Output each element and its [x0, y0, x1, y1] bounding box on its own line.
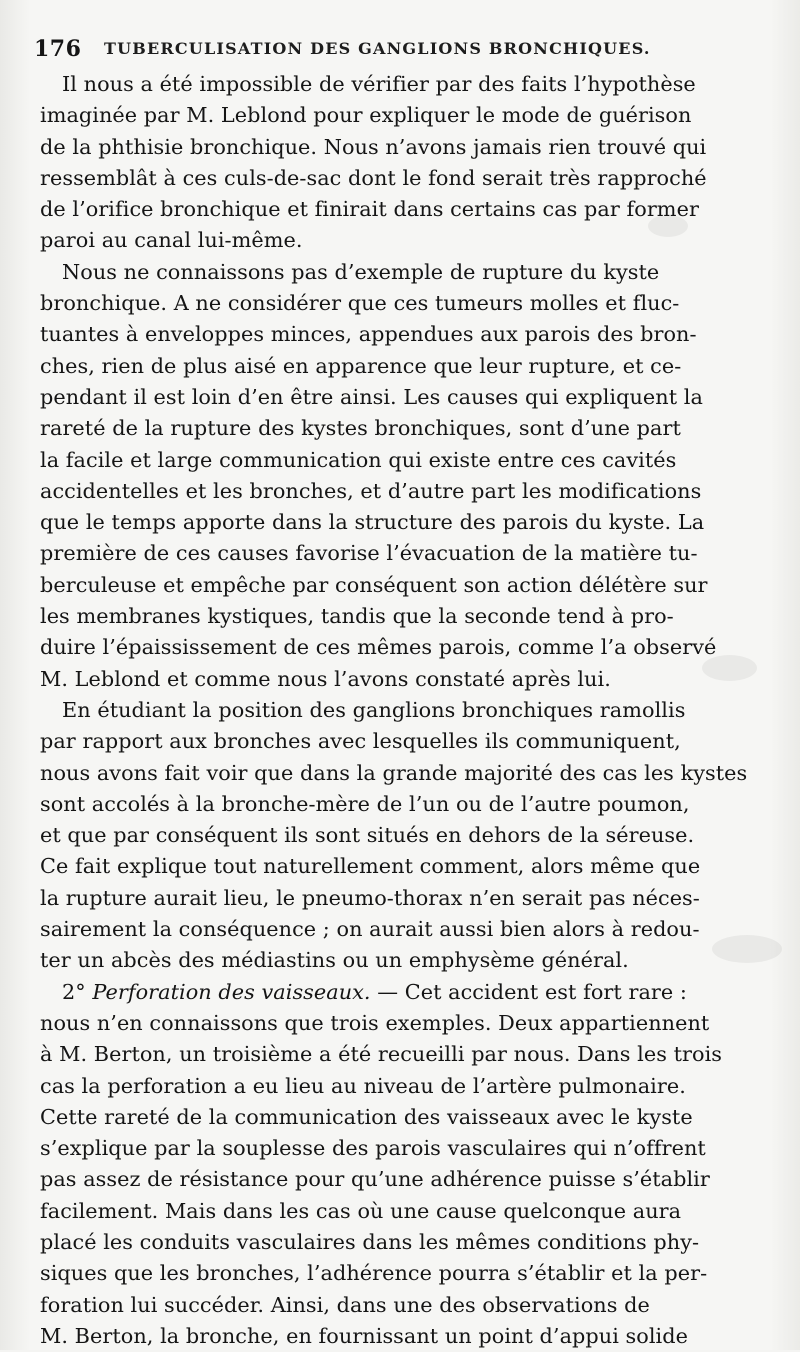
text-line: ches, rien de plus aisé en apparence que leur rupture, et ce-: [40, 353, 682, 378]
text-line: les membranes kystiques, tandis que la seconde tend à pro-: [40, 604, 674, 629]
section-title: Perforation des vaisseaux.: [92, 979, 371, 1004]
body-text: [40, 69, 760, 1352]
text-line: nous n’en connaissons que trois exemples. Deux appartiennent: [40, 1010, 710, 1035]
text-line: ter un abcès des médiastins ou un emphysème général.: [40, 948, 629, 973]
text-line: accidentelles et les bronches, et d’autre part les modifications: [40, 478, 702, 503]
text-line: cas la perforation a eu lieu au niveau de l’artère pulmonaire.: [40, 1073, 686, 1098]
running-title: TUBERCULISATION DES GANGLIONS BRONCHIQUES.: [104, 39, 651, 58]
text-line: duire l’épaississement de ces mêmes parois, comme l’a observé: [40, 635, 717, 660]
section-heading-rest: — Cet accident est fort rare :: [370, 979, 687, 1004]
text-line: En étudiant la position des ganglions bronchiques ramollis: [62, 697, 686, 722]
text-line: M. Berton, la bronche, en fournissant un point d’appui solide: [40, 1323, 688, 1348]
text-line: nous avons fait voir que dans la grande majorité des cas les kystes: [40, 760, 748, 785]
text-line: que le temps apporte dans la structure des parois du kyste. La: [40, 510, 705, 535]
text-line: facilement. Mais dans les cas où une cause quelconque aura: [40, 1198, 682, 1223]
text-line: sairement la conséquence ; on aurait aussi bien alors à redou-: [40, 917, 700, 942]
text-line: Nous ne connaissons pas d’exemple de rupture du kyste: [62, 259, 660, 284]
text-line: de l’orifice bronchique et finirait dans certains cas par former: [40, 197, 699, 222]
text-line: bronchique. A ne considérer que ces tumeurs molles et fluc-: [40, 291, 680, 316]
text-line: Ce fait explique tout naturellement comment, alors même que: [40, 854, 701, 879]
text-line: berculeuse et empêche par conséquent son action délétère sur: [40, 572, 708, 597]
text-line: et que par conséquent ils sont situés en dehors de la séreuse.: [40, 823, 695, 848]
text-line: s’explique par la souplesse des parois vasculaires qui n’offrent: [40, 1136, 706, 1161]
text-line: foration lui succéder. Ainsi, dans une des observations de: [40, 1292, 650, 1317]
text-line: première de ces causes favorise l’évacuation de la matière tu-: [40, 541, 698, 566]
text-line: pas assez de résistance pour qu’une adhérence puisse s’établir: [40, 1167, 710, 1192]
section-heading-line: [40, 977, 760, 1008]
text-line: de la phthisie bronchique. Nous n’avons jamais rien trouvé qui: [40, 134, 707, 159]
text-line: M. Leblond et comme nous l’avons constaté après lui.: [40, 666, 611, 691]
text-line: sont accolés à la bronche-mère de l’un ou de l’autre poumon,: [40, 791, 690, 816]
text-line: Il nous a été impossible de vérifier par des faits l’hypothèse: [62, 72, 696, 96]
page-header: [28, 36, 728, 62]
text-line: placé les conduits vasculaires dans les mêmes conditions phy-: [40, 1229, 700, 1254]
text-line: Cette rareté de la communication des vaisseaux avec le kyste: [40, 1104, 693, 1129]
text-line: rareté de la rupture des kystes bronchiques, sont d’une part: [40, 416, 681, 441]
text-line: la facile et large communication qui existe entre ces cavités: [40, 447, 677, 472]
text-line: la rupture aurait lieu, le pneumo-thorax n’en serait pas néces-: [40, 885, 700, 910]
section-number: 2°: [62, 979, 86, 1004]
text-line: par rapport aux bronches avec lesquelles ils communiquent,: [40, 729, 681, 754]
page-number: 176: [34, 36, 82, 62]
text-line: paroi au canal lui-même.: [40, 228, 303, 253]
text-line: à M. Berton, un troisième a été recueilli par nous. Dans les trois: [40, 1042, 723, 1067]
text-line: siques que les bronches, l’adhérence pourra s’établir et la per-: [40, 1261, 708, 1286]
text-line: pendant il est loin d’en être ainsi. Les causes qui expliquent la: [40, 384, 703, 409]
text-line: tuantes à enveloppes minces, appendues aux parois des bron-: [40, 322, 697, 347]
text-line: imaginée par M. Leblond pour expliquer le mode de guérison: [40, 103, 692, 128]
text-line: ressemblât à ces culs-de-sac dont le fond serait très rapproché: [40, 165, 707, 190]
